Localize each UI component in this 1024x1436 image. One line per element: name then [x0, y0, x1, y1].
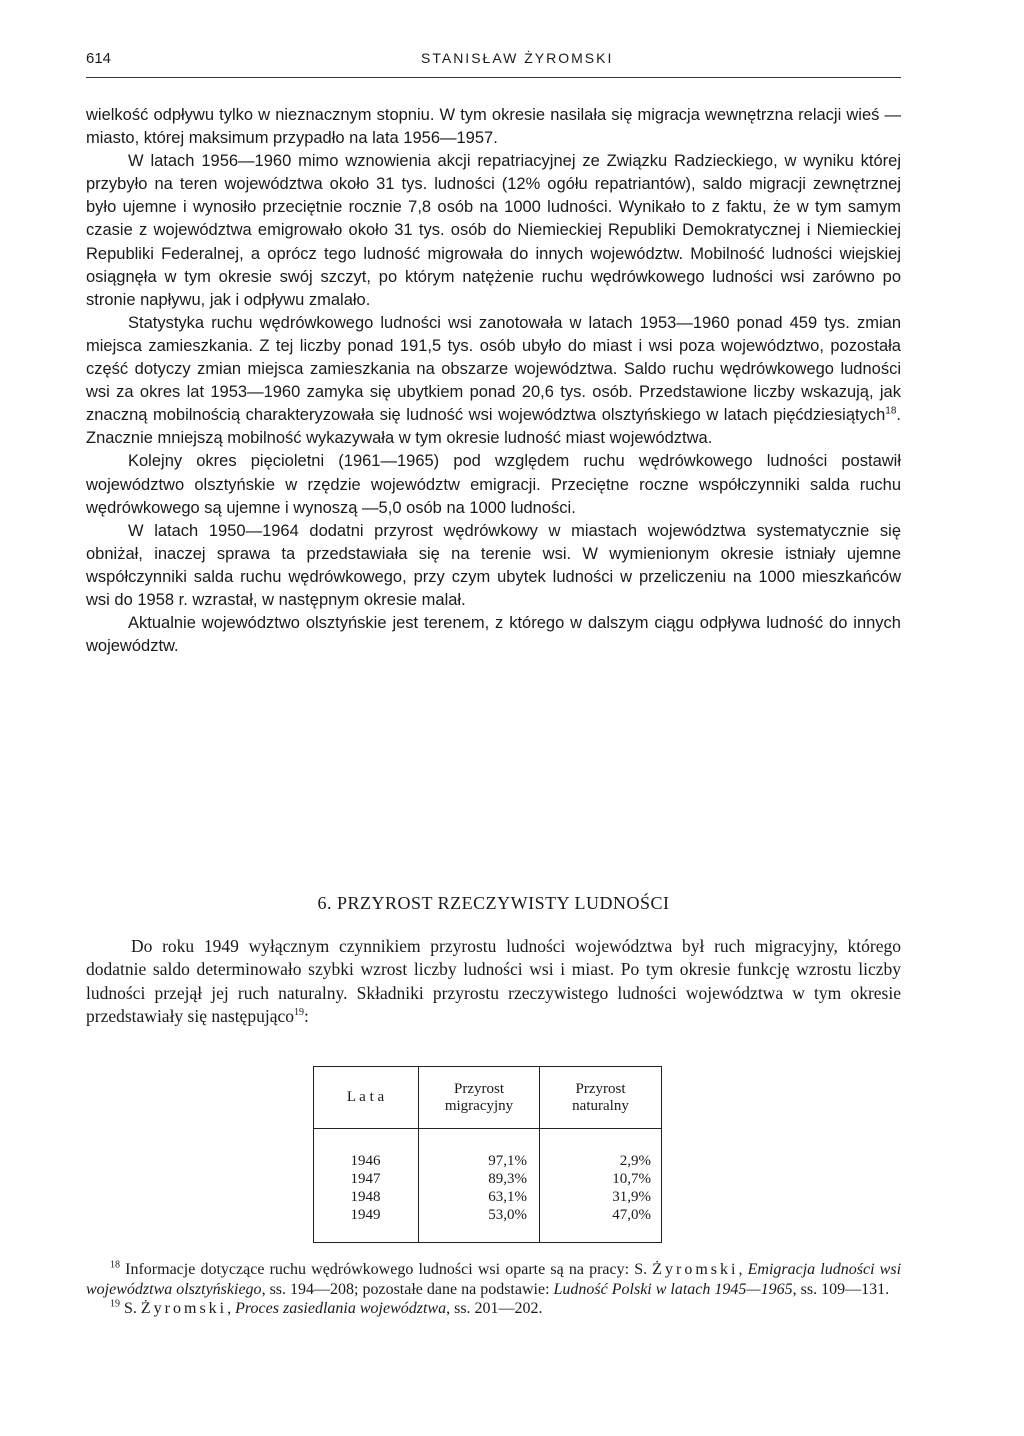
footnote-18 — [86, 1260, 901, 1299]
footnote-text: , ss. 194—208; pozostałe dane na podstawie: — [261, 1280, 554, 1298]
column-header-years: L a t a — [346, 1089, 385, 1105]
table-rule — [661, 1066, 662, 1242]
header-line: Przyrost — [454, 1081, 504, 1097]
paragraph — [86, 935, 901, 1028]
footnote-ref[interactable]: 18 — [885, 405, 897, 417]
page-number: 614 — [86, 50, 112, 67]
paragraph: Kolejny okres pięcioletni (1961—1965) pod względem ruchu wędrówkowego ludności postawił województwo olsztyńskie w rzędzie województw emigracji. Przeciętne roczne współczynniki salda ruchu wędrówkowego są ujemne i wynoszą —5,0 osób na 1000 ludności. — [86, 452, 901, 517]
footnote-text: , ss. 201—202. — [446, 1300, 543, 1317]
footnote-text: Informacje dotyczące ruchu wędrówkowego ludności wsi oparte są na pracy: S. — [120, 1261, 653, 1278]
paragraph-text: Statystyka ruchu wędrówkowego ludności wsi zanotowała w latach 1953—1960 ponad 459 tys. zmian miejsca zamieszkania. Z tej liczby ponad 191,5 tys. osób ubyło do miast i wsi poza województwo, pozostała część dotyczy zmian miejsca zamieszkania na obszarze województwa. Saldo ruchu wędrówkowego ludności wsi za okres lat 1953—1960 zamyka się ubytkiem ponad 20,6 tys. osób. Przedstawione liczby wskazują, jak znaczną mobilnością charakteryzowała się ludność wsi województwa olsztyńskiego w latach pięćdziesiątych — [86, 313, 901, 425]
header-rule — [86, 77, 901, 78]
table-cell-natural: 2,9% — [619, 1153, 651, 1169]
table-cell-natural: 31,9% — [612, 1189, 651, 1205]
header-line: naturalny — [572, 1098, 629, 1114]
footnotes — [86, 1260, 901, 1319]
main-text — [86, 104, 901, 658]
footnote-title: Ludność Polski w latach 1945—1965 — [553, 1280, 793, 1298]
paragraph: Aktualnie województwo olsztyńskie jest terenem, z którego w dalszym ciągu odpływa ludność do innych województw. — [86, 614, 901, 656]
header-line: migracyjny — [444, 1098, 514, 1114]
column-header-migration — [419, 1081, 539, 1115]
paragraph-text: : — [303, 1005, 309, 1026]
footnote-number: 18 — [110, 1259, 120, 1271]
table-cell-migration: 97,1% — [488, 1153, 527, 1169]
table-rule — [313, 1128, 662, 1129]
footnote-author: Żyromski — [140, 1300, 228, 1317]
table-cell-year: 1948 — [350, 1189, 381, 1205]
paragraph-text: . Znacznie mniejszą mobilność wykazywała w tym okresie ludność miast województwa. — [86, 406, 901, 448]
footnote-text: , ss. 109—131. — [792, 1280, 890, 1298]
table-cell-natural: 10,7% — [612, 1171, 651, 1187]
paragraph — [86, 312, 901, 451]
footnote-text: S. — [120, 1300, 141, 1317]
table-cell-migration: 63,1% — [488, 1189, 527, 1205]
section-text — [86, 935, 901, 1028]
paragraph-text: Do roku 1949 wyłącznym czynnikiem przyrostu ludności województwa był ruch migracyjny, którego dodatnie saldo determinowało szybki wzrost liczby ludności wsi i miast. Po tym okresie funkcję wzrostu liczby ludności przejął jej ruch naturalny. Składniki przyrostu rzeczywistego ludności województwa w tym okresie przedstawiały się następująco — [86, 936, 901, 1026]
table-rule — [313, 1242, 662, 1243]
footnote-author: Żyromski — [652, 1261, 739, 1278]
footnote-ref[interactable]: 19 — [293, 1007, 304, 1019]
section-heading: 6. PRZYROST RZECZYWISTY LUDNOŚCI — [317, 893, 670, 913]
paragraph: W latach 1956—1960 mimo wznowienia akcji repatriacyjnej ze Związku Radzieckiego, w wyniku której przybyło na teren województwa około 31 tys. ludności (12% ogółu repatriantów), saldo migracji zewnętrznej było ujemne i wynosiło przeciętnie rocznie 7,8 osób na 1000 ludności. Wynikało to z faktu, że w tym samym czasie z województwa emigrowało około 31 tys. osób do Niemieckiej Republiki Demokratycznej i Niemieckiej Republiki Federalnej, a oprócz tego ludność migrowała do innych województw. Mobilność ludności wiejskiej osiągnęła w tym okresie swój szczyt, po którym natężenie ruchu wędrówkowego ludności wsi zarówno po stronie napływu, jak i odpływu zmalało. — [86, 152, 901, 309]
natural-column — [540, 1152, 651, 1224]
data-table — [313, 1066, 662, 1244]
paragraph: W latach 1950—1964 dodatni przyrost wędrówkowy w miastach województwa systematycznie się obniżał, inaczej sprawa ta przedstawiała się na terenie wsi. W wymienionym okresie istniały ujemne współczynniki salda ruchu wędrówkowego, przy czym ubytek ludności w przeliczeniu na 1000 mieszkańców wsi do 1958 r. wzrastał, w następnym okresie malał. — [86, 521, 901, 609]
paragraph: wielkość odpływu tylko w nieznacznym stopniu. W tym okresie nasilała się migracja wewnętrzna relacji wieś — miasto, której maksimum przypadło na lata 1956—1957. — [86, 106, 901, 148]
header-line: Przyrost — [575, 1081, 626, 1097]
table-cell-migration: 53,0% — [488, 1207, 527, 1223]
table-cell-natural: 47,0% — [612, 1207, 651, 1223]
footnote-title: Emigracja ludności wsi województwa olsztyńskiego — [86, 1261, 902, 1298]
footnote-title: Proces zasiedlania województwa — [235, 1300, 447, 1317]
table-rule — [313, 1066, 662, 1067]
years-column — [313, 1152, 418, 1224]
table-cell-year: 1946 — [350, 1153, 381, 1169]
footnote-number: 19 — [110, 1298, 120, 1310]
table-cell-migration: 89,3% — [488, 1171, 527, 1187]
footnote-text: , — [738, 1261, 748, 1278]
page-header — [86, 50, 901, 72]
table-cell-year: 1947 — [350, 1171, 381, 1187]
footnote-text: , — [227, 1300, 236, 1317]
migration-column — [419, 1152, 527, 1224]
footnote-19 — [86, 1299, 901, 1319]
running-title: STANISŁAW ŻYROMSKI — [421, 50, 614, 66]
column-header-natural — [540, 1081, 661, 1115]
table-cell-year: 1949 — [350, 1207, 381, 1223]
